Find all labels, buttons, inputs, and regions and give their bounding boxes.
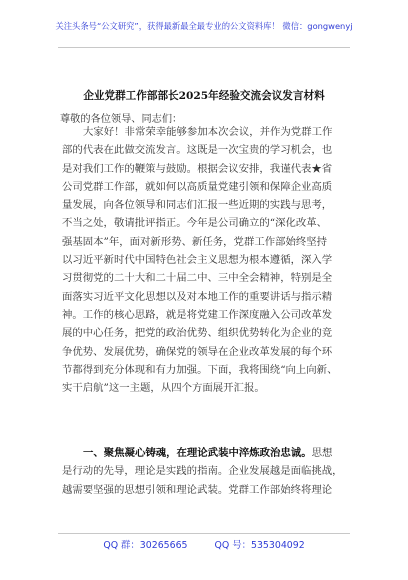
paragraph-line: 大家好！非常荣幸能够参加本次会议，并作为党群工作 <box>83 126 333 138</box>
section-heading-line <box>62 444 347 462</box>
header-banner: 关注头条号“公文研究”，获得最新最全最专业的公文资料库！ 微信：gongwenyj <box>55 21 353 31</box>
paragraph-line: 量发展，向各位领导和同志们汇报一些近期的实践与思考， <box>62 199 333 212</box>
paragraph-line: 强基固本”年，面对新形势、新任务，党群工作部始终坚持 <box>62 235 328 248</box>
section-1-heading: 一、聚焦凝心铸魂，在理论武装中淬炼政治忠诚。 <box>83 447 312 459</box>
paragraph-line: 习贯彻党的二十大和二十届二中、三中全会精神，特别是全 <box>62 272 333 285</box>
header-divider <box>58 47 350 48</box>
paragraph-line: 以习近平新时代中国特色社会主义思想为根本遵循，深入学 <box>62 254 333 267</box>
paragraph-line: 展的中心任务，把党的政治优势、组织优势转化为企业的竞 <box>62 327 333 340</box>
document-title: 企业党群工作部部长2025年经验交流会议发言材料 <box>83 90 325 102</box>
paragraph-line: 面落实习近平文化思想以及对本地工作的重要讲话与指示精 <box>62 290 333 303</box>
paragraph-line: 是对我们工作的鞭策与鼓励。根据会议安排，我谨代表★省 <box>62 162 333 175</box>
paragraph-1 <box>62 123 347 397</box>
paragraph-line: 越需要坚强的思想引领和理论武装。党群工作部始终将理论 <box>62 483 333 496</box>
paragraph-line: 节都得到充分体现和有力加强。下面，我将围绕“向上向新、 <box>62 363 338 376</box>
footer-contact <box>0 537 408 551</box>
footer-qq-number: QQ 号：535304092 <box>214 540 305 551</box>
section-1 <box>62 444 347 499</box>
footer-qq-group: QQ 群：30265665 <box>103 540 188 551</box>
paragraph-line: 不当之处，敬请批评指正。今年是公司确立的“深化改革、 <box>62 217 328 230</box>
footer-divider <box>58 533 350 534</box>
paragraph-line: 公司党群工作部，就如何以高质量党建引领和保障企业高质 <box>62 180 333 193</box>
paragraph-line: 争优势、发展优势，确保党的领导在企业改革发展的每个环 <box>62 345 333 358</box>
paragraph-line: 实干启航”这一主题，从四个方面展开汇报。 <box>62 382 265 395</box>
paragraph-line: 神。工作的核心思路，就是将党建工作深度融入公司改革发 <box>62 308 333 321</box>
paragraph-line: 部的代表在此做交流发言。这既是一次宝贵的学习机会，也 <box>62 144 333 157</box>
section-1-heading-tail: 思想 <box>311 447 333 459</box>
paragraph-line: 是行动的先导，理论是实践的指南。企业发展越是面临挑战， <box>62 465 343 478</box>
salutation: 尊敬的各位领导、同志们： <box>60 114 183 125</box>
